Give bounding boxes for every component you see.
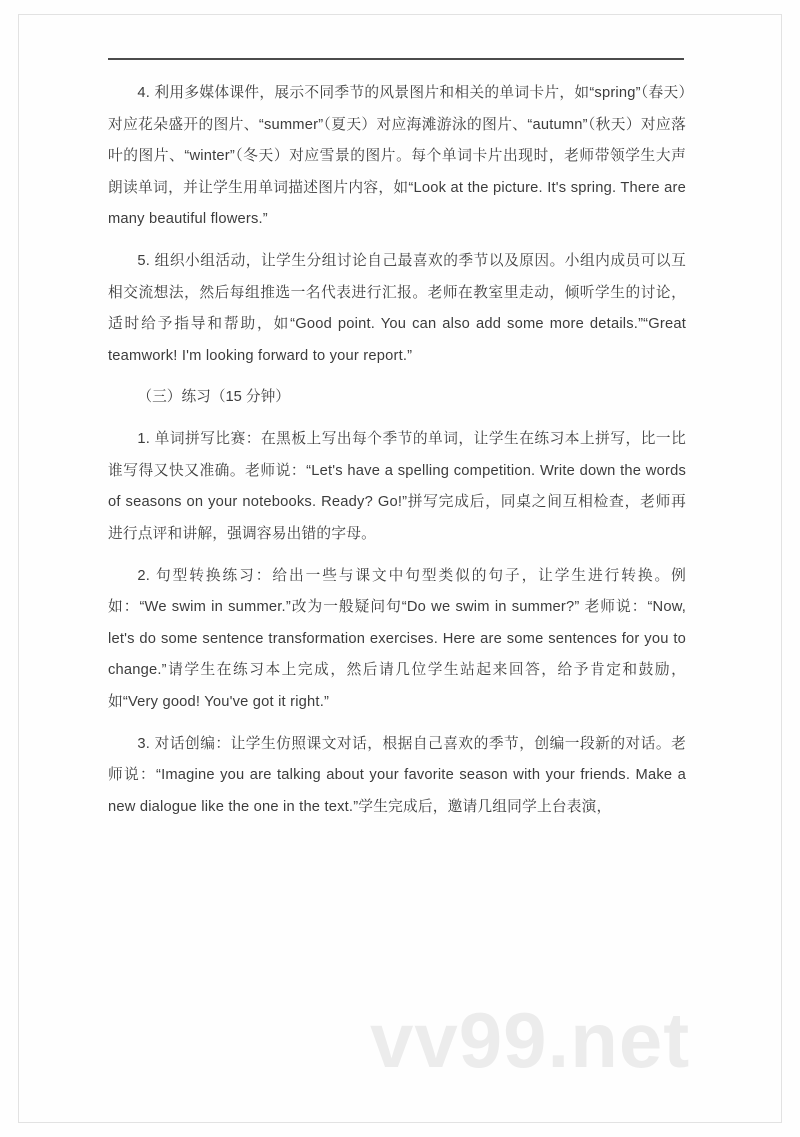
header-divider (108, 58, 684, 60)
watermark-text: vv99.net (370, 996, 691, 1084)
paragraph-practice-2: 2. 句型转换练习：给出一些与课文中句型类似的句子，让学生进行转换。例如：“We swim in summer.”改为一般疑问句“Do we swim in summer?” 老师说：“Now, let's do some sentence transformation exercises. Here are some sentences for you to change.”请学生在练习本上完成，然后请几位学生站起来回答，给予肯定和鼓励，如“Very good! You've got it right.” (108, 567, 686, 710)
paragraph-item-5: 5. 组织小组活动，让学生分组讨论自己最喜欢的季节以及原因。小组内成员可以互相交流想法，然后每组推选一名代表进行汇报。老师在教室里走动，倾听学生的讨论，适时给予指导和帮助，如“Good point. You can also add some more details.”“Great teamwork! I'm looking forward to your report.” (108, 253, 686, 364)
section-heading-practice: （三）练习（15 分钟） (137, 389, 290, 406)
paragraph-practice-1: 1. 单词拼写比赛：在黑板上写出每个季节的单词，让学生在练习本上拼写，比一比谁写得又快又准确。老师说：“Let's have a spelling competition. Write down the words of seasons on your notebooks. Ready? Go!”拼写完成后，同桌之间互相检查，老师再进行点评和讲解，强调容易出错的字母。 (108, 431, 686, 542)
paragraph-item-4: 4. 利用多媒体课件，展示不同季节的风景图片和相关的单词卡片，如“spring”（春天）对应花朵盛开的图片、“summer”（夏天）对应海滩游泳的图片、“autumn”（秋天）对应落叶的图片、“winter”（冬天）对应雪景的图片。每个单词卡片出现时，老师带领学生大声朗读单词，并让学生用单词描述图片内容，如“Look at the picture. It's spring. There are many beautiful flowers.” (108, 85, 686, 228)
paragraph-practice-3: 3. 对话创编：让学生仿照课文对话，根据自己喜欢的季节，创编一段新的对话。老师说：“Imagine you are talking about your favorite season with your friends. Make a new dialogue like the one in the text.”学生完成后，邀请几组同学上台表演， (108, 735, 686, 815)
document-body (108, 78, 686, 833)
